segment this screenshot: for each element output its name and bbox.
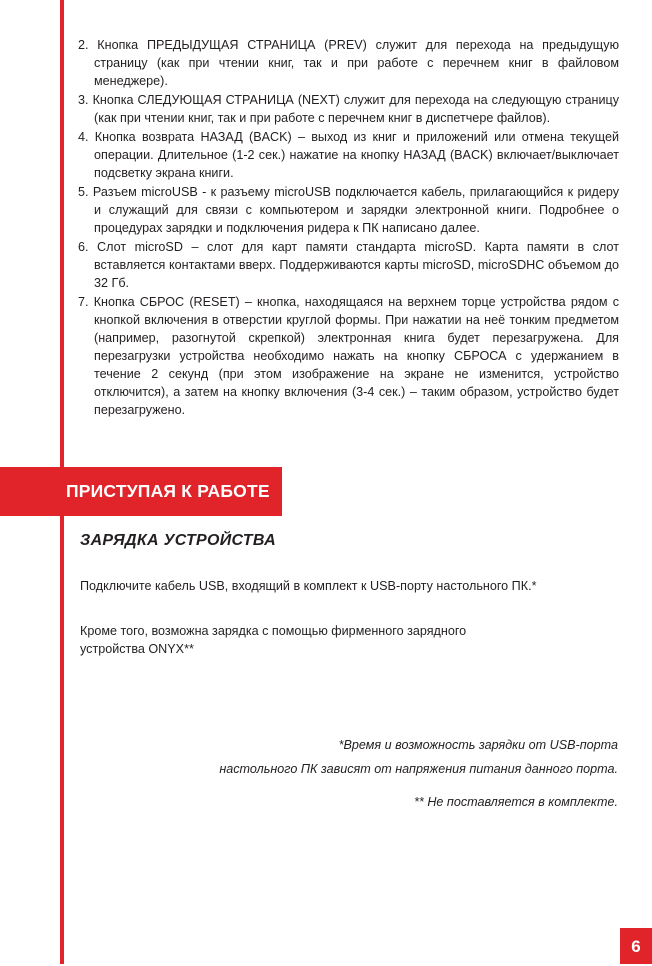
list-item-text: Кнопка ПРЕДЫДУЩАЯ СТРАНИЦА (PREV) служит для перехода на предыдущую страницу (как при чтении книг, так и при работе с перечнем книг в файловом менеджере). (94, 38, 620, 88)
charging-paragraph: Подключите кабель USB, входящий в комплект к USB-порту настольного ПК.* (80, 579, 537, 593)
usb-charging-footnote: *Время и возможность зарядки от USB-порта настольного ПК зависят от напряжения питания данного порта. (219, 738, 618, 776)
charging-alt-paragraph: Кроме того, возможна зарядка с помощью фирменного зарядного устройства ONYX** (80, 624, 467, 656)
section-banner (0, 467, 282, 516)
list-item: 3. Кнопка СЛЕДУЮЩАЯ СТРАНИЦА (NEXT) служит для перехода на следующую страницу (как при чтении книг, так и при работе с перечнем книг в диспетчере файлов). (78, 93, 620, 125)
list-item: 2. Кнопка ПРЕДЫДУЩАЯ СТРАНИЦА (PREV) служит для перехода на предыдущую страницу (как при чтении книг, так и при работе с перечнем книг в файловом менеджере). (78, 38, 620, 88)
list-item-text: Разъем microUSB - к разъему microUSB подключается кабель, прилагающийся к ридеру и служащий для связи с компьютером и зарядки электронной книги. Подробнее о процедурах зарядки и подключения ридера к ПК написано далее. (92, 185, 619, 235)
list-item-text: Кнопка возврата НАЗАД (BACK) – выход из книг и приложений или отмена текущей операции. Длительное (1-2 сек.) нажатие на кнопку НАЗАД (BACK) включает/выключает подсветку экрана книги. (94, 130, 619, 180)
list-item-text: Кнопка СБРОС (RESET) – кнопка, находящаяся на верхнем торце устройства рядом с кнопкой включения в отверстии круглой формы. При нажатии на неё тонким предметом (например, разогнутой скрепкой) электронная книга будет перезагружена. Для перезагрузки устройства необходимо нажать на кнопку СБРОСА с удержанием в течение 2 секунд (при этом изображение на экране не изменится, устройство отключится), а затем на кнопку включения (3-4 сек.) – таким образом, устройство будет перезагружено. (93, 295, 620, 417)
charging-heading: ЗАРЯДКА УСТРОЙСТВА (80, 532, 276, 549)
section-title: ПРИСТУПАЯ К РАБОТЕ (66, 481, 270, 501)
list-item-text: Кнопка СЛЕДУЮЩАЯ СТРАНИЦА (NEXT) служит для перехода на следующую страницу (как при чтении книг, так и при работе с перечнем книг в диспетчере файлов). (92, 93, 620, 125)
page-number: 6 (620, 928, 652, 964)
list-item: 4. Кнопка возврата НАЗАД (BACK) – выход из книг и приложений или отмена текущей операции. Длительное (1-2 сек.) нажатие на кнопку НАЗАД (BACK) включает/выключает подсветку экрана книги. (78, 130, 619, 180)
list-item: 7. Кнопка СБРОС (RESET) – кнопка, находящаяся на верхнем торце устройства рядом с кнопкой включения в отверстии круглой формы. При нажатии на неё тонким предметом (например, разогнутой скрепкой) электронная книга будет перезагружена. Для перезагрузки устройства необходимо нажать на кнопку СБРОСА с удержанием в течение 2 секунд (при этом изображение на экране не изменится, устройство отключится), а затем на кнопку включения (3-4 сек.) – таким образом, устройство будет перезагружено. (78, 295, 620, 417)
list-item-text: Слот microSD – слот для карт памяти стандарта microSD. Карта памяти в слот вставляется контактами вверх. Поддерживаются карты microSD, microSDHC объемом до 32 Гб. (94, 240, 620, 290)
list-item: 5. Разъем microUSB - к разъему microUSB подключается кабель, прилагающийся к ридеру и служащий для связи с компьютером и зарядки электронной книги. Подробнее о процедурах зарядки и подключения ридера к ПК написано далее. (78, 185, 619, 235)
button-description-list (78, 36, 619, 420)
list-item: 6. Слот microSD – слот для карт памяти стандарта microSD. Карта памяти в слот вставляется контактами вверх. Поддерживаются карты microSD, microSDHC объемом до 32 Гб. (78, 240, 620, 290)
not-included-footnote: ** Не поставляется в комплекте. (414, 795, 618, 809)
